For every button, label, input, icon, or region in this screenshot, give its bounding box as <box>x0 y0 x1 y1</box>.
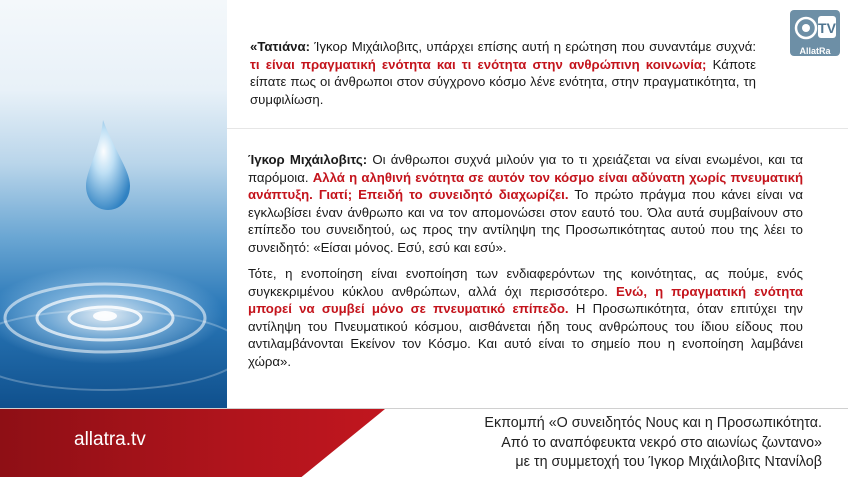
igor-answer <box>248 151 803 379</box>
answer1-text-a: Οι άνθρωποι συχνά μιλούν για το τι χρειάζεται να είναι ενωμένοι, και τα παρόμοια. <box>248 152 803 185</box>
answer2-text-a: Τότε, η ενοποίηση είναι ενοποίηση των ενδιαφερόντων της κοινότητας, ας πούμε, ενός συγκεκριμένου κύκλου ανθρώπων, αλλά όχι περισσότερο. <box>248 266 803 299</box>
speaker-igor: Ίγκορ Μιχάιλοβιτς: <box>248 152 368 167</box>
logo-tv-text: TV <box>818 20 836 36</box>
speaker-tatiana: «Τατιάνα: <box>250 39 311 54</box>
answer-paragraph-1 <box>248 151 803 256</box>
water-drop-illustration <box>0 0 240 410</box>
footer-red-band <box>0 409 385 477</box>
question-text-b: Κάποτε είπατε πως οι άνθρωποι στον σύγχρονο κόσμο λένε ενότητα, στην πραγματικότητα, τη συμφιλίωση. <box>250 56 756 107</box>
question-highlight: τι είναι πραγματική ενότητα και τι ενότητα στην ανθρώπινη κοινωνία; <box>250 56 707 72</box>
answer1-text-b: Το πρώτο πράγμα που κάνει είναι να εγκλωβίσει έναν άνθρωπο και να τον απομονώσει στον εαυτό του. Όλα αυτά συμβαίνουν στο επίπεδο του συνειδητού, ως προς την αντίληψη της Προσωπικότητας αυτού που της λέει το συνειδητό: «Είσαι μόνος. Εσύ, εσύ και εσύ». <box>248 187 803 255</box>
logo-brand-label: AllatRa <box>799 46 831 56</box>
program-caption <box>352 414 822 473</box>
answer2-highlight: Ενώ, η πραγματική ενότητα μπορεί να συμβεί μόνο σε πνευματικό επίπεδο. <box>248 283 803 316</box>
site-link[interactable]: allatra.tv <box>74 429 146 450</box>
caption-line-2: Από το αναπόφευκτα νεκρό στο αιωνίως ζωντανο» <box>501 434 822 451</box>
tatiana-question <box>250 38 756 108</box>
question-text-a: Ίγκορ Μιχάιλοβιτς, υπάρχει επίσης αυτή η ερώτηση που συναντάμε συχνά: <box>310 39 756 54</box>
caption-line-1: Εκπομπή «Ο συνειδητός Νους και η Προσωπικότητα. <box>484 415 822 431</box>
answer-paragraph-2 <box>248 265 803 370</box>
answer1-highlight: Αλλά η αληθινή ενότητα σε αυτόν τον κόσμο είναι αδύνατη χωρίς πνευματική ανάπτυξη. Γιατί; Επειδή το συνειδητό διαχωρίζει. <box>248 169 804 202</box>
answer2-text-b: Η Προσωπικότητα, όταν επιτύχει την αντίληψη του Πνευματικού κόσμου, αισθάνεται ήδη τους ανθρώπους του ίδιου είδους που αντιλαμβάνονται Εκείνον τον Κόσμο. Και αυτό είναι το σημείο που η ενοποίηση λαμβάνει χώρα». <box>248 301 803 369</box>
water-drop-background <box>0 0 240 410</box>
footer-bar <box>0 408 848 477</box>
caption-line-3: με τη συμμετοχή του Ίγκορ Μιχάιλοβιτς Ντανίλοβ <box>515 454 822 470</box>
